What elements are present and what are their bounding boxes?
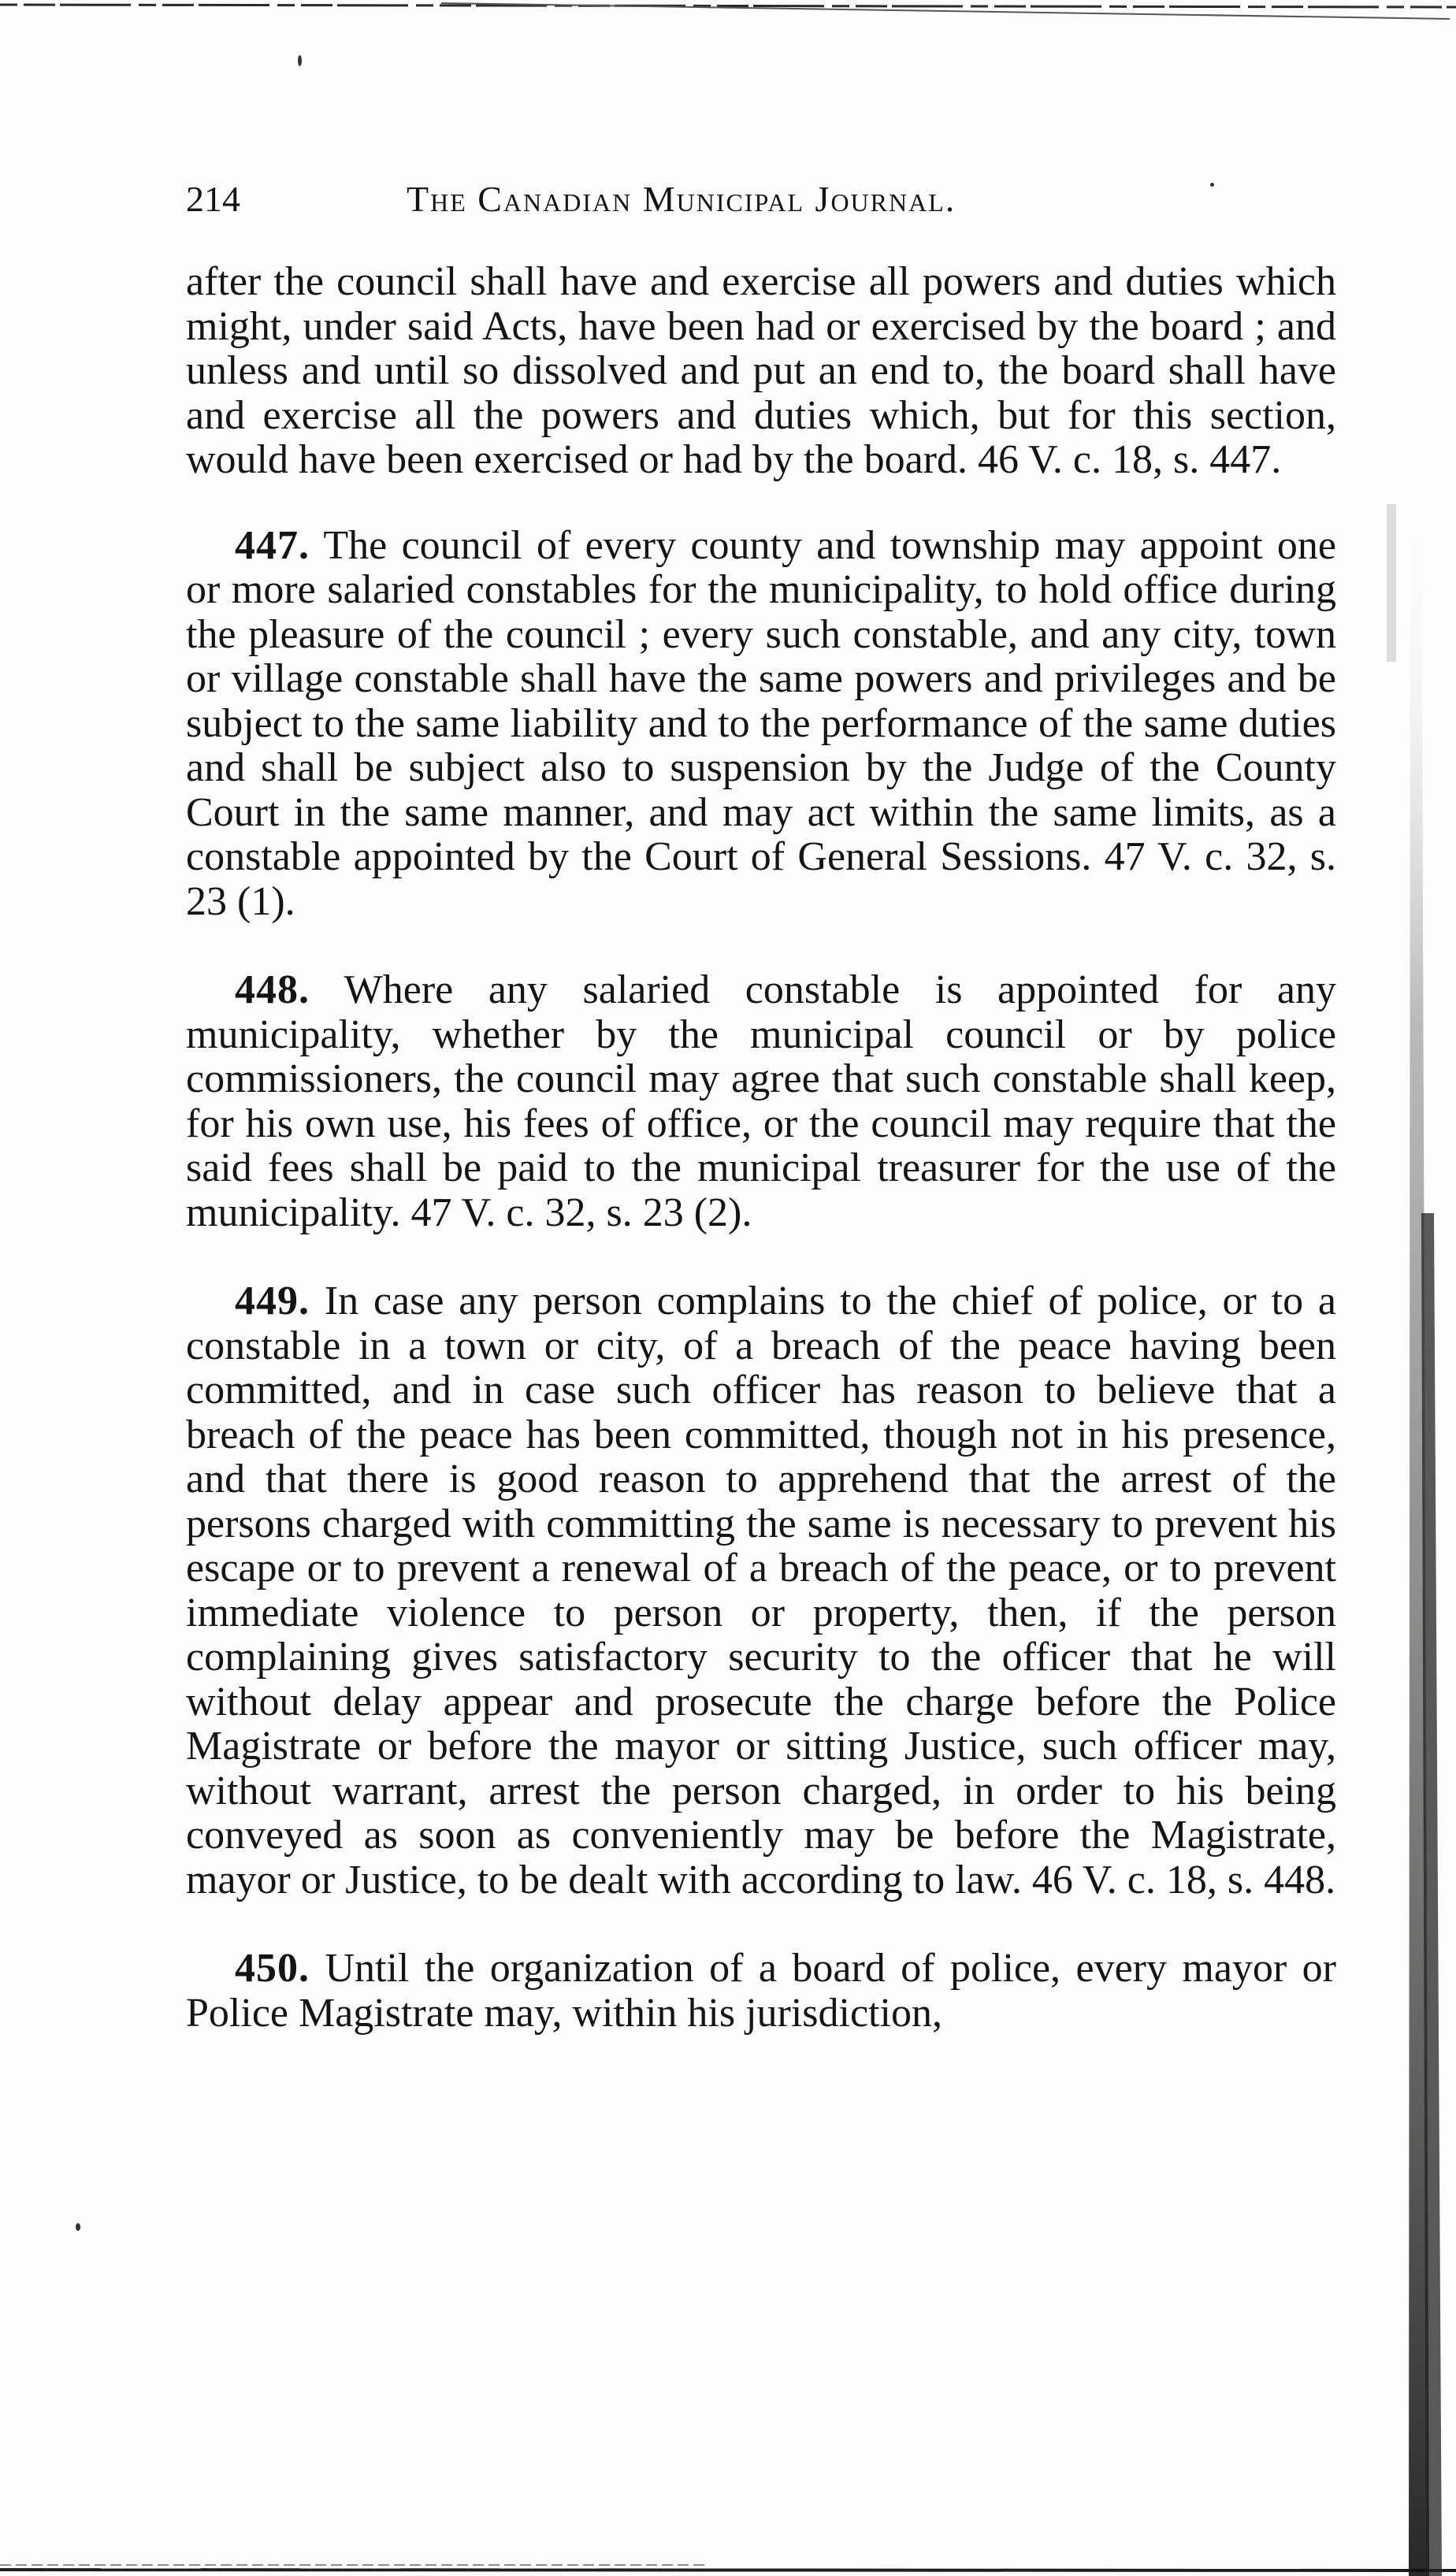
section-448	[186, 968, 1336, 1235]
section-text: The council of every county and township may appoint one or more salaried constables for the municipality, to hold office during the pleasure of the council ; every such constable, and any city, town or village constable shall have the same powers and privileges and be subject to the same liability and to the performance of the same duties and shall be subject also to suspension by the Judge of the County Court in the same manner, and may act within the same limits, as a constable appointed by the Court of General Sessions. 47 V. c. 32, s. 23 (1).	[186, 522, 1336, 924]
section-number: 447.	[235, 522, 310, 568]
section-number: 450.	[235, 1946, 310, 1991]
running-title: The Canadian Municipal Journal.	[407, 179, 956, 219]
continuation-paragraph: after the council shall have and exercise all powers and duties which might, under said Acts, have been had or exercised by the board ; and unless and until so dissolved and put an end to, the board shall have and exercise all the powers and duties which, but for this section, would have been exercised or had by the board. 46 V. c. 18, s. 447.	[186, 259, 1336, 482]
ink-speck	[76, 2223, 80, 2231]
scan-edge-bottom	[0, 2546, 1456, 2576]
section-450	[186, 1947, 1336, 2036]
page-header	[186, 172, 1344, 227]
section-text: In case any person complains to the chief of police, or to a constable in a town or city, of a breach of the peace having been committed, and in case such officer has reason to believe that a breach of the peace has been committed, though not in his presence, and that there is good reason to apprehend that the arrest of the persons charged with committing the same is necessary to prevent his escape or to prevent a renewal of a breach of the peace, or to prevent immediate violence to person or property, then, if the person complaining gives satisfactory security to the officer that he will without delay appear and prosecute the charge before the Police Magistrate or before the mayor or sitting Justice, such officer may, without warrant, arrest the person charged, in order to his being conveyed as soon as conveniently may be before the Magistrate, mayor or Justice, to be dealt with according to law. 46 V. c. 18, s. 448.	[186, 1279, 1337, 1902]
section-number: 449.	[235, 1279, 310, 1323]
section-447	[186, 524, 1336, 925]
section-number: 448.	[235, 967, 310, 1012]
section-text: Until the organization of a board of police, every mayor or Police Magistrate may, within his jurisdiction,	[186, 1946, 1336, 2036]
body-text	[186, 260, 1336, 2080]
page-number: 214	[186, 179, 240, 219]
page-binding-shadow	[1387, 504, 1456, 2576]
scan-edge-top	[0, 0, 1456, 20]
section-449	[186, 1279, 1336, 1902]
ink-speck	[298, 55, 302, 66]
section-text: Where any salaried constable is appointed for any municipality, whether by the municipal council or by police commissioners, the council may agree that such constable shall keep, for his own use, his fees of office, or the council may require that the said fees shall be paid to the municipal treasurer for the use of the municipality. 47 V. c. 32, s. 23 (2).	[186, 967, 1337, 1235]
